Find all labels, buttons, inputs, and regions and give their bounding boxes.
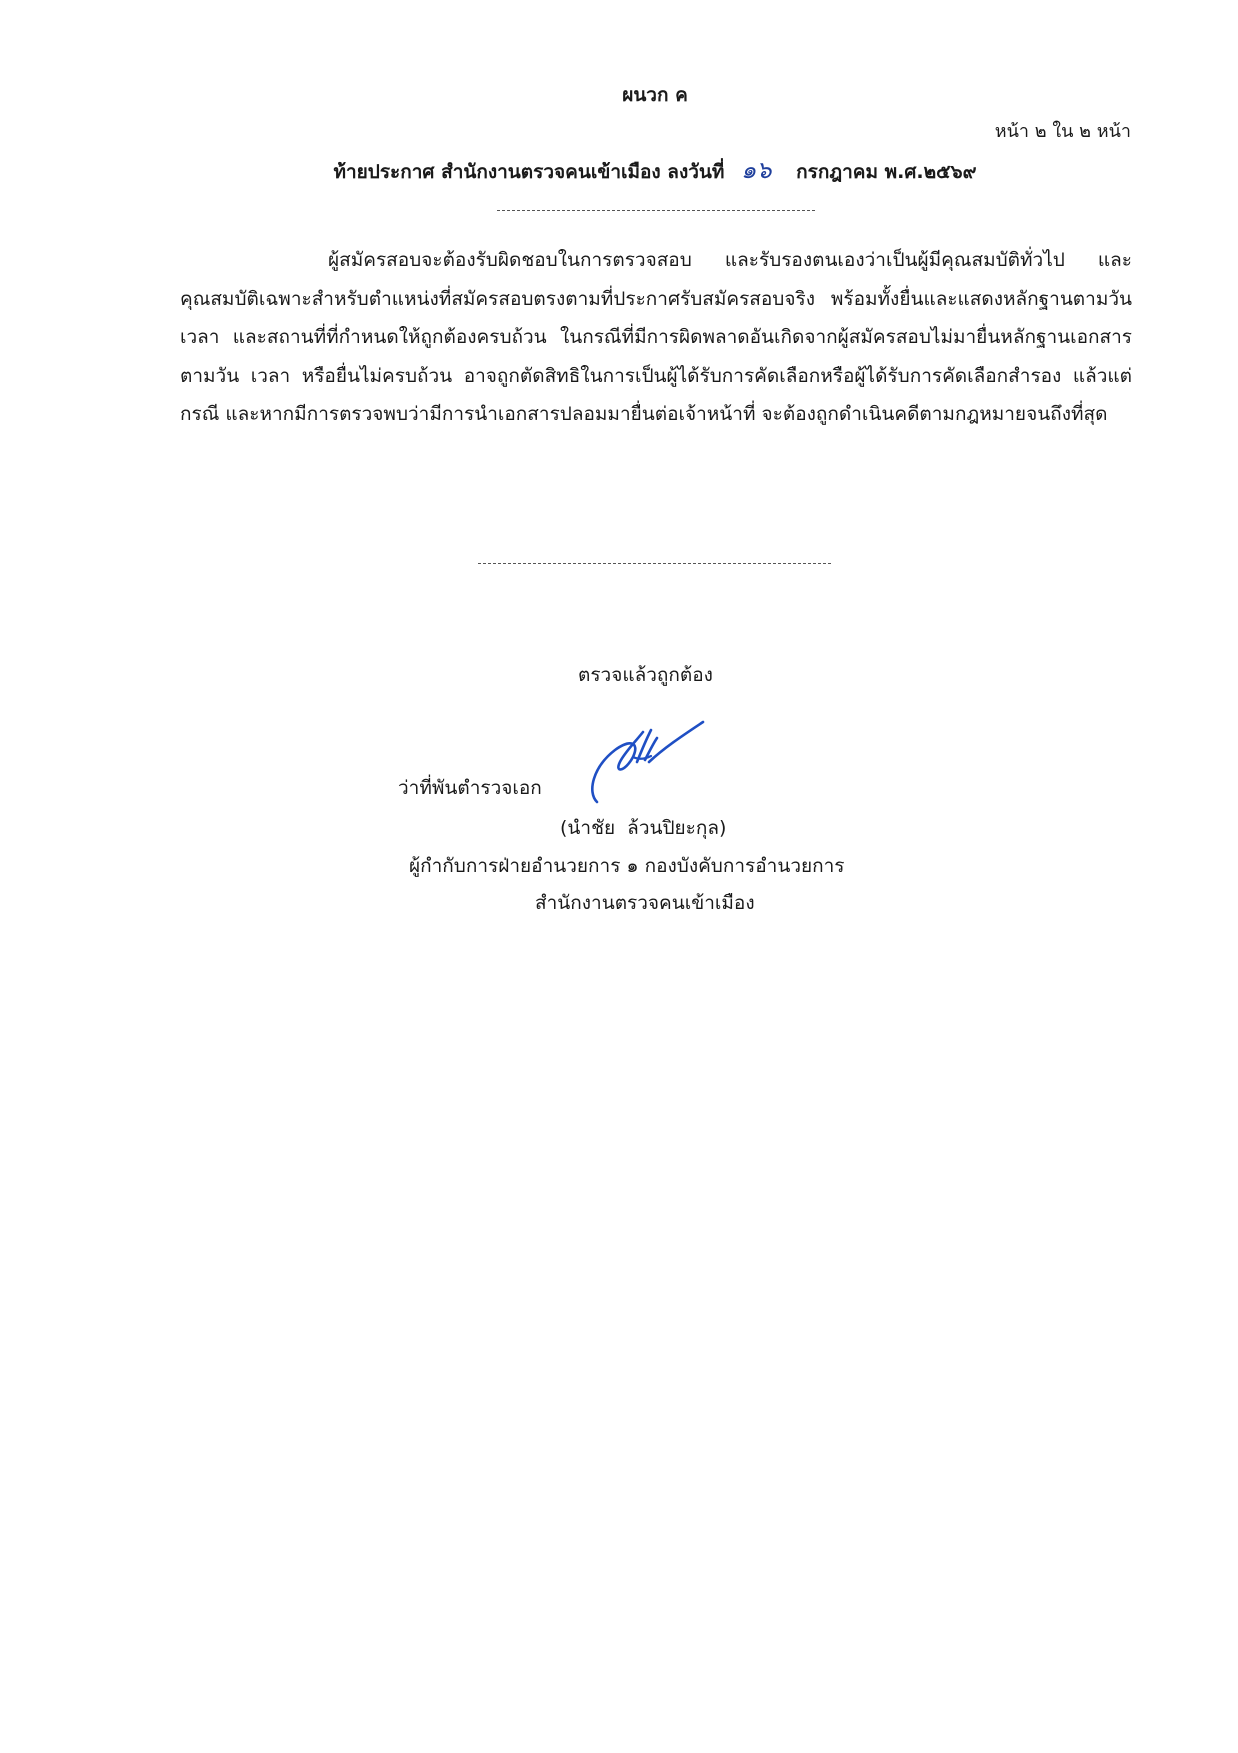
handwritten-day: ๑๖ <box>741 156 772 184</box>
header-suffix: กรกฎาคม พ.ศ.๒๕๖๙ <box>796 161 977 183</box>
handwritten-signature <box>585 712 715 812</box>
header-prefix: ท้ายประกาศ สำนักงานตรวจคนเข้าเมือง ลงวันที่ <box>333 161 725 183</box>
checked-label: ตรวจแล้วถูกต้อง <box>578 664 713 686</box>
body-paragraph: ผู้สมัครสอบจะต้องรับผิดชอบในการตรวจสอบ และรับรองตนเองว่าเป็นผู้มีคุณสมบัติทั่วไป และคุณสมบัติเฉพาะสำหรับตำแหน่งที่สมัครสอบตรงตามที่ประกาศรับสมัครสอบจริง พร้อมทั้งยื่นและแสดงหลักฐานตามวัน เวลา และสถานที่ที่กำหนดให้ถูกต้องครบถ้วน ในกรณีที่มีการผิดพลาดอันเกิดจากผู้สมัครสอบไม่มายื่นหลักฐานเอกสารตามวัน เวลา หรือยื่นไม่ครบถ้วน อาจถูกตัดสิทธิในการเป็นผู้ได้รับการคัดเลือกหรือผู้ได้รับการคัดเลือกสำรอง แล้วแต่กรณี และหากมีการตรวจพบว่ามีการนำเอกสารปลอมมายื่นต่อเจ้าหน้าที่ จะต้องถูกดำเนินคดีตามกฎหมายจนถึงที่สุด <box>180 249 1132 426</box>
announcement-header <box>0 150 1238 189</box>
page-number: หน้า ๒ ใน ๒ หน้า <box>994 121 1131 142</box>
signer-position: ผู้กำกับการฝ่ายอำนวยการ ๑ กองบังคับการอำนวยการ <box>409 855 845 877</box>
signer-name: (นำชัย ล้วนปิยะกุล) <box>560 817 727 839</box>
annex-title: ผนวก ค <box>622 84 688 106</box>
separator-bottom <box>478 563 831 564</box>
separator-top <box>497 210 815 211</box>
signer-rank: ว่าที่พันตำรวจเอก <box>398 777 542 799</box>
signer-office: สำนักงานตรวจคนเข้าเมือง <box>535 892 755 914</box>
